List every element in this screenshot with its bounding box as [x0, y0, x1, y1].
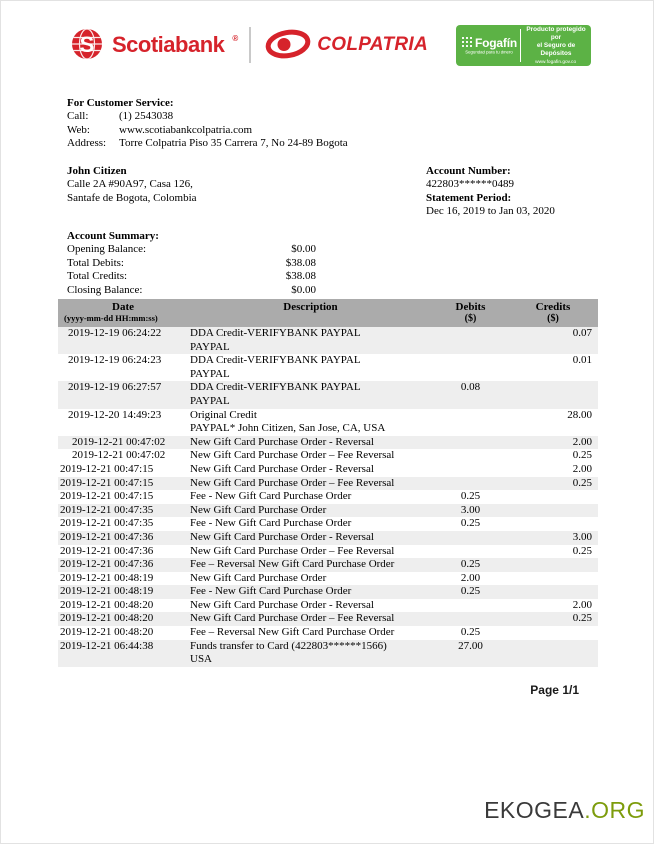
- description-column-header: Description: [283, 301, 338, 313]
- transaction-debit: [433, 449, 508, 463]
- transaction-description: New Gift Card Purchase Order - Reversal: [190, 435, 374, 448]
- transaction-date: 2019-12-19 06:24:22: [68, 327, 162, 339]
- transaction-debit: 0.25: [460, 558, 481, 571]
- summary-row: [67, 243, 316, 256]
- transaction-description: New Gift Card Purchase Order – Fee Reversal: [190, 449, 395, 462]
- statement-period-value: Dec 16, 2019 to Jan 03, 2020: [426, 205, 555, 218]
- call-value: (1) 2543038: [119, 110, 174, 123]
- transaction-date: 2019-12-21 00:47:15: [60, 490, 154, 503]
- transaction-credit: [508, 640, 598, 667]
- transaction-date: 2019-12-21 00:48:20: [60, 626, 154, 639]
- brand-header: [69, 23, 428, 67]
- transaction-debit: [433, 354, 508, 381]
- colpatria-swoosh-icon: [265, 28, 311, 63]
- transaction-row: [58, 381, 598, 408]
- transaction-row: [58, 572, 598, 586]
- transaction-description: Original Credit PAYPAL* John Citizen, San Jose, CA, USA: [190, 408, 386, 435]
- transaction-credit: [508, 572, 598, 586]
- transaction-date: 2019-12-21 00:48:20: [60, 612, 154, 625]
- transaction-table: [58, 299, 598, 667]
- account-summary-block: [67, 230, 316, 297]
- call-label: Call:: [67, 110, 89, 123]
- transaction-description: New Gift Card Purchase Order – Fee Reversal: [190, 476, 395, 489]
- fogafin-protect-line2: el Seguro de Depósitos: [536, 42, 576, 57]
- transaction-row: [58, 409, 598, 436]
- transaction-description: New Gift Card Purchase Order - Reversal: [190, 462, 374, 475]
- scotiabank-globe-icon: [69, 26, 105, 65]
- transaction-credit: 2.00: [572, 462, 592, 475]
- transaction-date: 2019-12-21 00:47:35: [60, 503, 154, 516]
- account-number-value: 422803******0489: [426, 178, 514, 191]
- transaction-debit: 0.25: [460, 517, 481, 530]
- transaction-credit: 0.25: [572, 449, 592, 462]
- summary-row: [67, 270, 316, 283]
- transaction-debit: 0.08: [460, 381, 481, 394]
- transaction-description: New Gift Card Purchase Order – Fee Reversal: [190, 612, 395, 625]
- transaction-credit: [508, 504, 598, 518]
- colpatria-wordmark: COLPATRIA: [317, 34, 428, 55]
- transaction-rows: [58, 327, 598, 667]
- date-column-header: Date (yyyy-mm-dd HH:mm:ss): [64, 301, 158, 323]
- transaction-date: 2019-12-21 00:47:36: [60, 530, 154, 543]
- transaction-row: [58, 558, 598, 572]
- transaction-debit: 2.00: [460, 571, 481, 584]
- transaction-debit: 0.25: [460, 626, 481, 639]
- transaction-date: 2019-12-21 00:47:15: [60, 462, 154, 475]
- address-value: Torre Colpatria Piso 35 Carrera 7, No 24-89 Bogota: [119, 137, 348, 150]
- account-info-block: [426, 165, 555, 219]
- customer-service-row: [67, 137, 348, 150]
- watermark-tld: .ORG: [584, 797, 645, 823]
- customer-service-block: [67, 97, 348, 151]
- transaction-description: New Gift Card Purchase Order – Fee Reversal: [190, 544, 395, 557]
- transaction-date: 2019-12-21 00:48:20: [60, 598, 154, 611]
- address-label: Address:: [67, 137, 107, 150]
- page-number: Page 1/1: [530, 683, 579, 697]
- fogafin-badge: [456, 25, 591, 66]
- transaction-row: [58, 327, 598, 354]
- transaction-debit: [433, 327, 508, 354]
- svg-text:S: S: [79, 31, 95, 57]
- transaction-date: 2019-12-20 14:49:23: [68, 408, 162, 421]
- transaction-row: [58, 477, 598, 491]
- transaction-date: 2019-12-21 00:47:36: [60, 544, 154, 557]
- fogafin-name: Fogafín: [475, 35, 517, 50]
- total-credits-value: $38.08: [285, 270, 316, 283]
- transaction-date: 2019-12-21 00:47:02: [72, 449, 166, 462]
- transaction-row: [58, 436, 598, 450]
- transaction-debit: 0.25: [460, 490, 481, 503]
- scotiabank-wordmark: Scotiabank: [112, 32, 225, 57]
- watermark-name: EKOGEA: [484, 797, 585, 823]
- transaction-date: 2019-12-21 00:48:19: [60, 585, 154, 598]
- transaction-debit: [433, 531, 508, 545]
- transaction-credit: [508, 381, 598, 408]
- fogafin-right: [521, 25, 591, 66]
- transaction-description: DDA Credit-VERIFYBANK PAYPAL PAYPAL: [190, 354, 361, 380]
- transaction-debit: [433, 612, 508, 626]
- transaction-debit: [433, 463, 508, 477]
- transaction-row: [58, 585, 598, 599]
- transaction-credit: [508, 490, 598, 504]
- fogafin-protect-line1: Producto protegido por: [526, 26, 586, 41]
- fogafin-tagline: Seguridad para tu dinero: [465, 50, 514, 55]
- transaction-credit: [508, 626, 598, 640]
- customer-name: John Citizen: [67, 165, 127, 177]
- transaction-date: 2019-12-21 00:47:35: [60, 517, 154, 530]
- logo-divider: [249, 27, 251, 63]
- transaction-credit: [508, 558, 598, 572]
- customer-service-row: [67, 124, 348, 137]
- transaction-date: 2019-12-21 00:48:19: [60, 571, 154, 584]
- transaction-credit: 0.25: [572, 544, 592, 557]
- customer-service-row: [67, 110, 348, 123]
- transaction-description: Fee – Reversal New Gift Card Purchase Order: [190, 558, 395, 571]
- transaction-description: New Gift Card Purchase Order - Reversal: [190, 598, 374, 611]
- fogafin-dots-icon: [462, 37, 473, 48]
- transaction-credit: 2.00: [572, 598, 592, 611]
- customer-address-block: [67, 165, 197, 205]
- transaction-description: Fee - New Gift Card Purchase Order: [190, 490, 352, 503]
- total-credits-label: Total Credits:: [67, 270, 128, 283]
- total-debits-label: Total Debits:: [67, 256, 124, 269]
- statement-period-label: Statement Period:: [426, 191, 512, 204]
- transaction-row: [58, 449, 598, 463]
- account-summary-title: Account Summary:: [67, 230, 159, 242]
- transaction-date: 2019-12-19 06:27:57: [68, 381, 162, 394]
- transaction-debit: [433, 477, 508, 491]
- transaction-description: DDA Credit-VERIFYBANK PAYPAL PAYPAL: [190, 327, 361, 353]
- opening-balance-label: Opening Balance:: [67, 243, 147, 256]
- transaction-date: 2019-12-21 06:44:38: [60, 639, 154, 652]
- transaction-date: 2019-12-21 00:47:15: [60, 476, 154, 489]
- transaction-credit: 0.25: [572, 476, 592, 489]
- web-value: www.scotiabankcolpatria.com: [119, 123, 253, 136]
- transaction-row: [58, 531, 598, 545]
- transaction-credit: 2.00: [572, 435, 592, 448]
- transaction-credit: 0.07: [572, 327, 592, 339]
- transaction-table-header: [58, 299, 598, 327]
- transaction-date: 2019-12-21 00:47:36: [60, 558, 154, 571]
- transaction-row: [58, 490, 598, 504]
- transaction-description: New Gift Card Purchase Order - Reversal: [190, 530, 374, 543]
- customer-service-title: For Customer Service:: [67, 97, 174, 109]
- transaction-description: Fee - New Gift Card Purchase Order: [190, 517, 352, 530]
- registered-trademark-symbol: ®: [232, 33, 239, 43]
- transaction-debit: 27.00: [458, 639, 483, 652]
- transaction-credit: [508, 585, 598, 599]
- transaction-credit: [508, 517, 598, 531]
- transaction-credit: 28.00: [567, 408, 592, 421]
- transaction-row: [58, 599, 598, 613]
- closing-balance-value: $0.00: [291, 283, 316, 296]
- transaction-debit: [433, 599, 508, 613]
- transaction-row: [58, 640, 598, 667]
- transaction-row: [58, 504, 598, 518]
- transaction-description: Funds transfer to Card (422803******1566) USA: [190, 639, 387, 666]
- scotiabank-logo: [69, 26, 237, 65]
- transaction-row: [58, 626, 598, 640]
- transaction-row: [58, 612, 598, 626]
- transaction-description: New Gift Card Purchase Order: [190, 503, 327, 516]
- transaction-credit: 3.00: [572, 530, 592, 543]
- web-label: Web:: [67, 123, 90, 136]
- transaction-date: 2019-12-21 00:47:02: [72, 435, 166, 448]
- transaction-debit: [433, 436, 508, 450]
- closing-balance-label: Closing Balance:: [67, 283, 143, 296]
- colpatria-logo: [265, 28, 428, 63]
- transaction-credit: 0.01: [572, 354, 592, 367]
- transaction-description: DDA Credit-VERIFYBANK PAYPAL PAYPAL: [190, 381, 361, 407]
- transaction-debit: 0.25: [460, 585, 481, 598]
- summary-row: [67, 257, 316, 270]
- transaction-credit: 0.25: [572, 612, 592, 625]
- fogafin-left: [456, 25, 520, 66]
- transaction-row: [58, 517, 598, 531]
- transaction-description: Fee – Reversal New Gift Card Purchase Order: [190, 626, 395, 639]
- transaction-description: Fee - New Gift Card Purchase Order: [190, 585, 352, 598]
- transaction-row: [58, 354, 598, 381]
- customer-address-line1: Calle 2A #90A97, Casa 126,: [67, 178, 193, 191]
- customer-address-line2: Santafe de Bogota, Colombia: [67, 191, 197, 204]
- transaction-debit: [433, 409, 508, 436]
- total-debits-value: $38.08: [285, 256, 316, 269]
- ekogea-watermark: [484, 797, 645, 824]
- opening-balance-value: $0.00: [291, 243, 316, 256]
- account-number-label: Account Number:: [426, 165, 511, 177]
- transaction-row: [58, 463, 598, 477]
- transaction-date: 2019-12-19 06:24:23: [68, 354, 162, 367]
- transaction-debit: 3.00: [460, 503, 481, 516]
- transaction-row: [58, 545, 598, 559]
- summary-row: [67, 284, 316, 297]
- transaction-debit: [433, 545, 508, 559]
- transaction-description: New Gift Card Purchase Order: [190, 571, 327, 584]
- debits-column-header: Debits ($): [455, 301, 486, 324]
- credits-column-header: Credits ($): [535, 301, 571, 324]
- fogafin-url: www.fogafin.gov.co: [535, 59, 577, 65]
